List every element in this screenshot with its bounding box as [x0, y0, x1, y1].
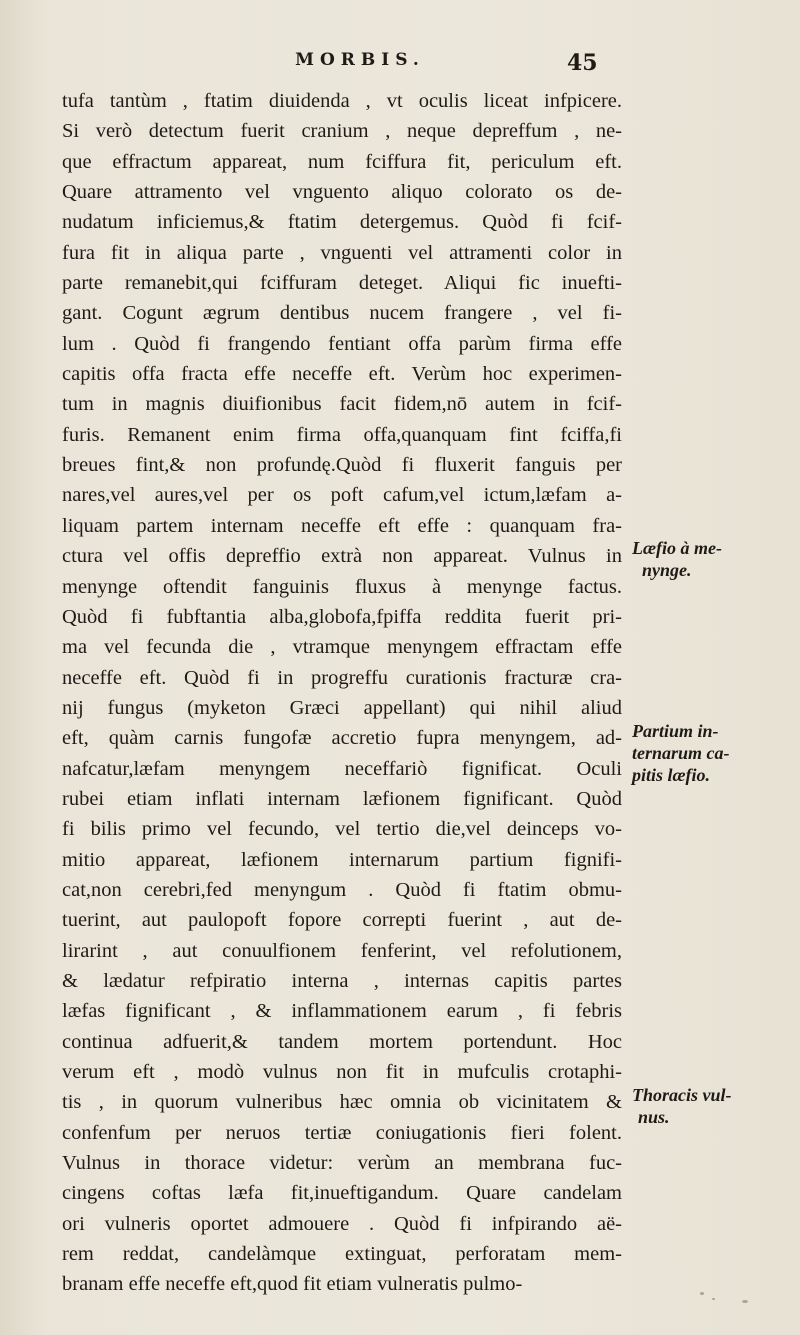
text-line: Quare attramento vel vnguento aliquo colorato os de- — [62, 181, 622, 204]
text-line: Vulnus in thorace videtur: verùm an membrana fuc- — [62, 1152, 622, 1175]
text-line: fura fit in aliqua parte , vnguenti vel attramenti color in — [62, 241, 622, 264]
text-line: ctura vel offis depreffio extrà non appareat. Vulnus in — [62, 545, 622, 568]
text-line: nij fungus (myketon Græci appellant) qui nihil aliud — [62, 696, 622, 719]
text-line: neceffe eft. Quòd fi in progreffu curationis fracturæ cra- — [62, 666, 622, 689]
margin-note-line: pitis læfio. — [632, 765, 711, 785]
running-head: MORBIS. — [295, 50, 425, 70]
text-line: & lædatur refpiratio interna , internas capitis partes — [62, 969, 622, 992]
margin-note-line: Partium in- — [632, 721, 719, 741]
text-line: liquam partem internam neceffe eft effe : quanquam fra- — [62, 514, 622, 537]
text-line: tuerint, aut paulopoft fopore correpti fuerint , aut de- — [62, 909, 622, 932]
margin-note-line: Thoracis vul- — [632, 1085, 732, 1105]
margin-note-line: nus. — [638, 1107, 670, 1127]
text-line: nudatum inficiemus,& ftatim detergemus. Quòd fi fcif- — [62, 211, 622, 234]
text-line: tufa tantùm , ftatim diuidenda , vt oculis liceat infpicere. — [62, 90, 622, 112]
text-line: continua adfuerit,& tandem mortem portendunt. Hoc — [62, 1030, 622, 1053]
text-line: mitio appareat, læfionem internarum partium fignifi- — [62, 848, 622, 871]
text-line: nares,vel aures,vel per os poft cafum,vel ictum,læfam a- — [62, 484, 622, 507]
text-line: branam effe neceffe eft,quod fit etiam vulneratis pulmo- — [62, 1273, 523, 1296]
text-line: Quòd fi fubftantia alba,globofa,fpiffa reddita fuerit pri- — [62, 605, 622, 628]
text-line: lirarint , aut conuulfionem fenferint, vel refolutionem, — [62, 939, 622, 962]
text-line: læfas fignificant , & inflammationem earum , fi febris — [62, 1000, 622, 1023]
text-line: nafcatur,læfam menyngem neceffariò fignificat. Oculi — [62, 757, 622, 780]
margin-note-lesion-meninges — [632, 537, 792, 581]
margin-note-line: Læfio à me- — [632, 538, 722, 558]
text-line: menynge oftendit fanguinis fluxus à menynge factus. — [62, 575, 622, 598]
text-line: gant. Cogunt ægrum dentibus nucem frangere , vel fi- — [62, 302, 622, 325]
text-line: verum eft , modò vulnus non fit in mufculis crotaphi- — [62, 1061, 622, 1083]
text-line: que effractum appareat, num fciffura fit, periculum eft. — [62, 150, 622, 173]
margin-note-internal-parts — [632, 720, 792, 786]
text-line: ori vulneris oportet admouere . Quòd fi infpirando aë- — [62, 1212, 622, 1235]
margin-note-line: nynge. — [642, 560, 692, 580]
text-line: Si verò detectum fuerit cranium , neque depreffum , ne- — [62, 120, 622, 143]
text-line: cat,non cerebri,fed menyngum . Quòd fi ftatim obmu- — [62, 878, 622, 901]
text-line: ma vel fecunda die , vtramque menyngem effractam effe — [62, 636, 622, 659]
paper-speck — [712, 1298, 715, 1300]
page-number: 45 — [567, 50, 598, 76]
text-line: rubei etiam inflati internam læfionem fignificant. Quòd — [62, 787, 622, 810]
text-line: confenfum per neruos tertiæ coniugationis fieri folent. — [62, 1121, 622, 1144]
text-line: lum . Quòd fi frangendo fentiant offa parùm firma effe — [62, 332, 622, 355]
margin-note-thorax-wound — [632, 1084, 792, 1128]
text-line: eft, quàm carnis fungofæ accretio fupra menyngem, ad- — [62, 727, 622, 750]
paper-speck — [700, 1292, 704, 1295]
margin-note-line: ternarum ca- — [632, 743, 730, 763]
text-line: tum in magnis diuifionibus facit fidem,nō autem in fcif- — [62, 393, 622, 416]
body-text — [62, 86, 622, 1300]
text-line: rem reddat, candelàmque extinguat, perforatam mem- — [62, 1243, 622, 1266]
text-line: furis. Remanent enim firma offa,quanquam fint fciffa,fi — [62, 423, 622, 446]
text-line: tis , in quorum vulneribus hæc omnia ob vicinitatem & — [62, 1091, 622, 1114]
text-line: fi bilis primo vel fecundo, vel tertio die,vel deinceps vo- — [62, 818, 622, 841]
text-line: capitis offa fracta effe neceffe eft. Verùm hoc experimen- — [62, 363, 622, 386]
text-line: parte remanebit,qui fciffuram deteget. Aliqui fic inuefti- — [62, 272, 622, 295]
paper-speck — [742, 1300, 748, 1303]
text-line: breues fint,& non profundę.Quòd fi fluxerit fanguis per — [62, 454, 622, 477]
text-line: cingens coftas læfa fit,inueftigandum. Quare candelam — [62, 1182, 622, 1205]
